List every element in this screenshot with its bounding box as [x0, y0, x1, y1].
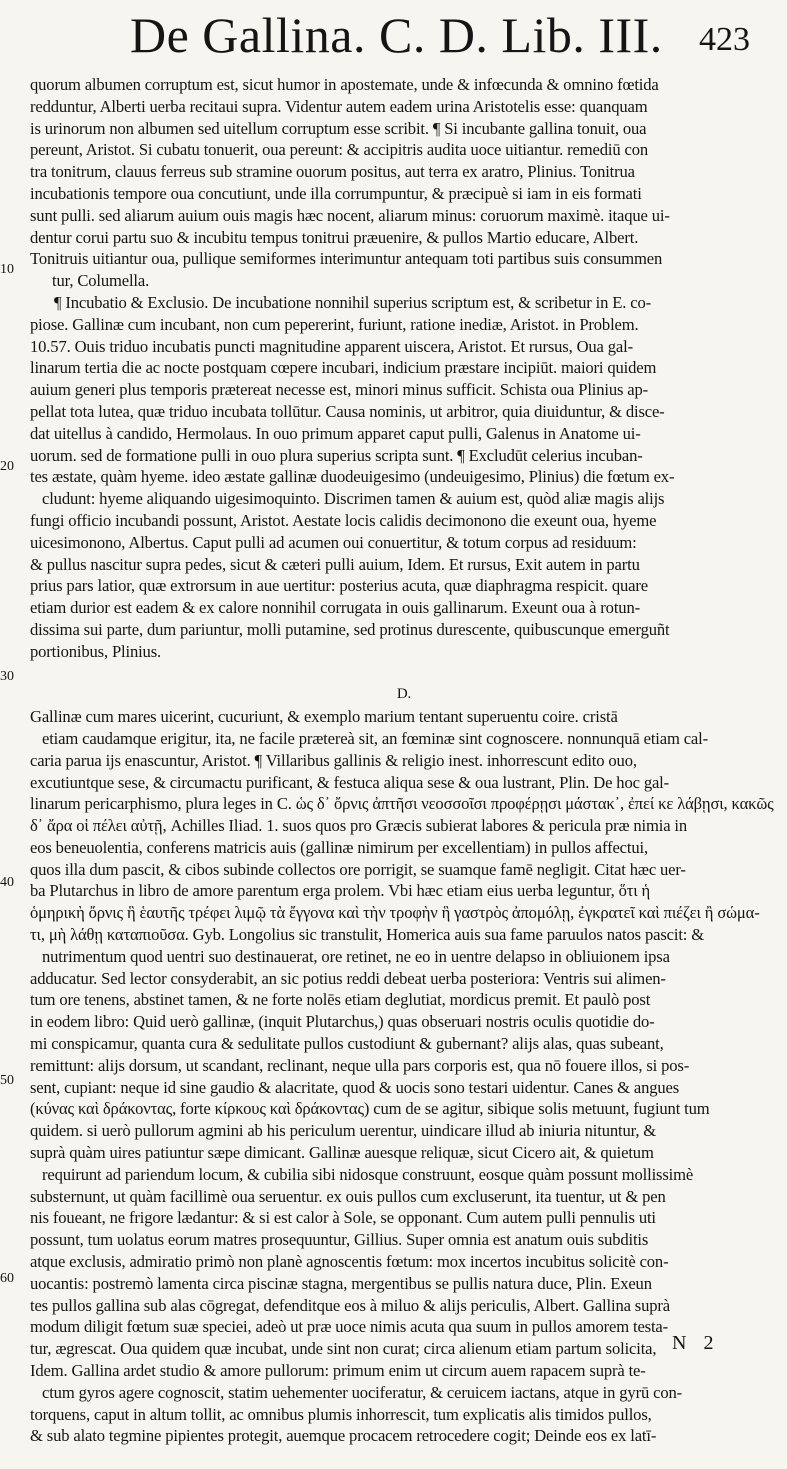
text-line: quorum albumen corruptum est, sicut humor in apostemate, unde & infœcunda & omnino fœtida [30, 75, 659, 94]
text-line: redduntur, Alberti uerba recitaui supra. Videntur autem eadem urina Aristotelis esse: quanquam [30, 96, 648, 116]
text-line: sunt pulli. sed aliarum auium ouis magis hæc nocent, aliarum minus: coruorum maximè. itaque ui- [30, 205, 670, 225]
line-number: 40 [0, 875, 14, 890]
text-line: dentur corui partu suo & incubitu tempus tonitrui præuenire, & pullos Martio educare, Albert. [30, 227, 639, 247]
text-line: linarum pericarphismo, plura leges in C. ὡς δ᾽ ὄρνις ἀπτῆσι νεοσσοῖσι προφέρῃσι μάστακ᾽, ἐπεί κε λάβῃσι, κακῶς [30, 794, 774, 814]
text-line: modum diligit fœtum suæ speciei, adeò ut præ uoce nimis acuta qua suum in pullos amorem testa- [30, 1317, 669, 1337]
text-line: uorum. sed de formatione pulli in ouo plura superius scripta sunt. ¶ Excludūt celerius incuban- [30, 445, 643, 465]
text-line: tes pullos gallina sub alas cōgregat, defenditque eos à miluo & alijs periculis, Albert. Gallina suprà [30, 1295, 670, 1315]
text-line: nutrimentum quod uentri suo destinauerat, ore retinet, ne eo in uentre delapso in obliuionem ipsa [42, 946, 670, 966]
text-line: δ᾽ ἄρα οἱ πέλει αὐτῇ, Achilles Iliad. 1. suos quos pro Græcis subierat labores & pericula præ nimia in [30, 816, 688, 836]
text-line: torquens, caput in altum tollit, ac omnibus plumis inhorrescit, tum explicatis alis timidos pullos, [30, 1404, 652, 1424]
section-heading-line: ¶ Incubatio & Exclusio. De incubatione nonnihil superius scriptum est, & scribetur in E. co- [54, 292, 651, 312]
text-line: auium generi plus temporis prætereat necesse est, minori minus sufficit. Schista oua Plinius ap- [30, 380, 649, 400]
text-line: excutiuntque sese, & circumactu purificant, & festuca aliqua sese & oua lustrant, Plin. De hoc gal- [30, 772, 670, 792]
signature-mark: N 2 [672, 1332, 720, 1354]
text-line: cludunt: hyeme aliquando uigesimoquinto. Discrimen tamen & auium est, quòd aliæ magis alijs [42, 489, 665, 509]
page-header [130, 2, 750, 72]
text-line: is urinorum non albumen sed uitellum corruptum esse scribit. ¶ Si incubante gallina tonuit, oua [30, 118, 647, 138]
text-line: dat uitellus à candido, Hermolaus. In ouo primum apparet caput pulli, Galenus in Anatome ui- [30, 423, 641, 443]
section-letter: D. [396, 686, 412, 703]
text-line: quos illa dum pascit, & cibos subinde collectos ore porrigit, se suamque famē negligit. Citat hæc uer- [30, 859, 686, 879]
text-line: tur, ægrescat. Oua quidem quæ incubat, unde sint non curat; circa alienum etiam partum solicita, [30, 1339, 657, 1359]
text-line: ctum gyros agere cognoscit, statim uehementer uociferatur, & ceruicem iactans, atque in gyrū con- [42, 1382, 682, 1402]
text-line: ὁμηρικὴ ὄρνις ἣ ἑαυτῆς τρέφει λιμῷ τὰ ἔγγονα καὶ τὴν τροφὴν ἣ γαστρὸς ἀπομόλῃ, ἐγκρατεῖ καὶ πιέζει ἢ σώμα- [30, 903, 760, 923]
text-line: (κύνας καὶ δράκοντας, forte κίρκους καὶ δράκοντας) cum de se agitur, sibique solis metuunt, fugiunt tum [30, 1099, 710, 1119]
text-line: fungi officio incubandi possunt, Aristot. Aestate locis calidis decimonono die exeunt oua, hyeme [30, 510, 657, 530]
text-line: Tonitruis uitiantur oua, pullique semiformes interimuntur antequam toti partibus suis consummen [30, 249, 663, 269]
text-line: uicesimonono, Albertus. Caput pulli ad acumen oui conuertitur, & totum corpus ad residuum: [30, 532, 637, 552]
text-line: tum ore tenens, abstinet tamen, & ne forte nolēs etiam deglutiat, mordicus premit. Et paulò post [30, 990, 651, 1010]
text-line: in eodem libro: Quid uerò gallinæ, (inquit Plutarchus,) quas obseruari nostris oculis quotidie do- [30, 1012, 655, 1032]
text-line: mi conspicamur, quanta cura & sedulitate pullos custodiunt & gubernant? alijs alas, quas subeant, [30, 1034, 664, 1054]
text-line: atque exclusis, admiratio primò non planè agnoscentis fœtum: mox incertos incubitus solicitè con- [30, 1252, 669, 1272]
text-line: ba Plutarchus in libro de amore parentum erga prolem. Vbi hæc etiam eius uerba leguntur, ὅτι ἡ [30, 881, 651, 901]
line-number: 30 [0, 669, 14, 684]
text-line [30, 1447, 778, 1469]
text-line: & sub alato tegmine pipientes protegit, auemque procacem retrocedere cogit; Deinde eos ex latī- [30, 1426, 657, 1446]
line-number: 60 [0, 1271, 14, 1286]
text-line: & pullus nascitur supra pedes, sicut & cæteri pulli auium, Idem. Et rursus, Exit autem in partu [30, 554, 640, 574]
text-line: etiam durior est eadem & ex calore nonnihil corrugata in ouis gallinarum. Exeunt oua à rotun- [30, 598, 640, 618]
text-line: possunt, tum uolatus eorum matres prosequuntur, Gillius. Super omnia est anatum ouis subditis [30, 1230, 649, 1250]
text-line: sent, cupiant: neque id sine gaudio & alacritate, quod & uocis sono testari uidentur. Canes & angues [30, 1077, 680, 1097]
text-line: prius pars latior, quæ extrorsum in aue uertitur: posterius acuta, quæ diaphragma respicit. quare [30, 576, 648, 596]
text-line: substernunt, ut quàm facillimè oua seruentur. ex ouis pullos cum excluserunt, ita tuentur, ut & pen [30, 1186, 666, 1206]
text-line: suprà quàm uires patiuntur sæpe dimicant. Gallinæ auesque reliquæ, sicut Cicero ait, & quietum [30, 1143, 654, 1163]
text-line: linarum tertia die ac nocte postquam cœpere incubari, indicium præstare incipiūt. maiori quidem [30, 358, 657, 378]
text-line: Gallinæ cum mares uicerint, cucuriunt, & exemplo marium tentant superuentu coire. cristā [30, 707, 618, 727]
text-line: incubationis tempore oua concutiunt, unde illa corrumpuntur, & præcipuè si iam in eis formati [30, 183, 642, 203]
text-line: tra tonitrum, clauus ferreus sub stramine ouorum positus, aut terra ex aratro, Plinius. Tonitrua [30, 162, 635, 182]
line-number: 50 [0, 1073, 14, 1088]
text-line: remittunt: alijs dorsum, ut scandant, reclinant, neque ulla pars corporis est, qua nō fouere illos, si pos- [30, 1055, 690, 1075]
running-head: De Gallina. C. D. Lib. III. [130, 7, 663, 63]
text-line: tes æstate, quàm hyeme. ideo æstate gallinæ duodeuigesimo (undeuigesimo, Plinius) die fœtum ex- [30, 467, 675, 487]
text-line: nis foueant, ne frigore lædantur: & si est calor à Sole, se opponant. Cum autem pulli pennulis uti [30, 1208, 656, 1228]
text-line: pereunt, Aristot. Si cubatu tonuerit, oua pereunt: & accipitris audita uoce uitiantur. remediū con [30, 140, 648, 160]
text-line: pellat tota lutea, quæ triduo incubata tollūtur. Causa nominis, ut arbitror, quia diuiduntur, & disce- [30, 401, 665, 421]
text-line: etiam caudamque erigitur, ita, ne facile prætereà sit, an fœminæ sint cognoscere. nonnunquā etiam cal- [42, 728, 708, 748]
text-line: τι, μὴ λάθῃ καταπιοῦσα. Gyb. Longolius sic transtulit, Homerica auis sua fame paruulos natos pascit: & [30, 925, 704, 945]
text-line: requirunt ad pariendum locum, & cubilia sibi nidosque construunt, eosque quàm possunt mollissimè [42, 1164, 694, 1184]
text-line: quidem. si uerò pullorum agmini ab his periculum uerentur, uindicare illud ab iniuria nituntur, & [30, 1121, 657, 1141]
body-text [30, 74, 778, 1469]
text-line: uocantis: postremò lamenta circa piscinæ stagna, mergentibus se pullis natura duce, Plin. Exeun [30, 1273, 652, 1293]
text-line: adducatur. Sed lector consyderabit, an sic potius reddi debeat uerba posteriora: Ventris sui alimen- [30, 968, 666, 988]
text-line: tur, Columella. [52, 271, 150, 291]
page-number: 423 [699, 21, 750, 58]
line-number: 20 [0, 459, 14, 474]
text-line: eos beneuolentia, conferens matricis auis (gallinæ nimirum per excellentiam) in pullos affectui, [30, 837, 648, 857]
text-line: piose. Gallinæ cum incubant, non cum pepererint, furiunt, ratione inediæ, Aristot. in Problem. [30, 314, 639, 334]
text-line: Idem. Gallina ardet studio & amore pullorum: primum enim ut circum auem rapacem suprà te- [30, 1361, 646, 1381]
text-line: portionibus, Plinius. [30, 641, 162, 661]
text-line: dissima sui parte, dum pariuntur, molli putamine, sed protinus durescente, quibuscunque emerguñt [30, 619, 670, 639]
blank-line [30, 663, 778, 685]
line-number: 10 [0, 262, 14, 277]
text-line: 10.57. Ouis triduo incubatis puncti magnitudine apparent uiscera, Aristot. Et rursus, Oua gal- [30, 336, 633, 356]
text-line: caria parua ijs enascuntur, Aristot. ¶ Villaribus gallinis & religio inest. inhorrescunt edito ouo, [30, 750, 637, 770]
